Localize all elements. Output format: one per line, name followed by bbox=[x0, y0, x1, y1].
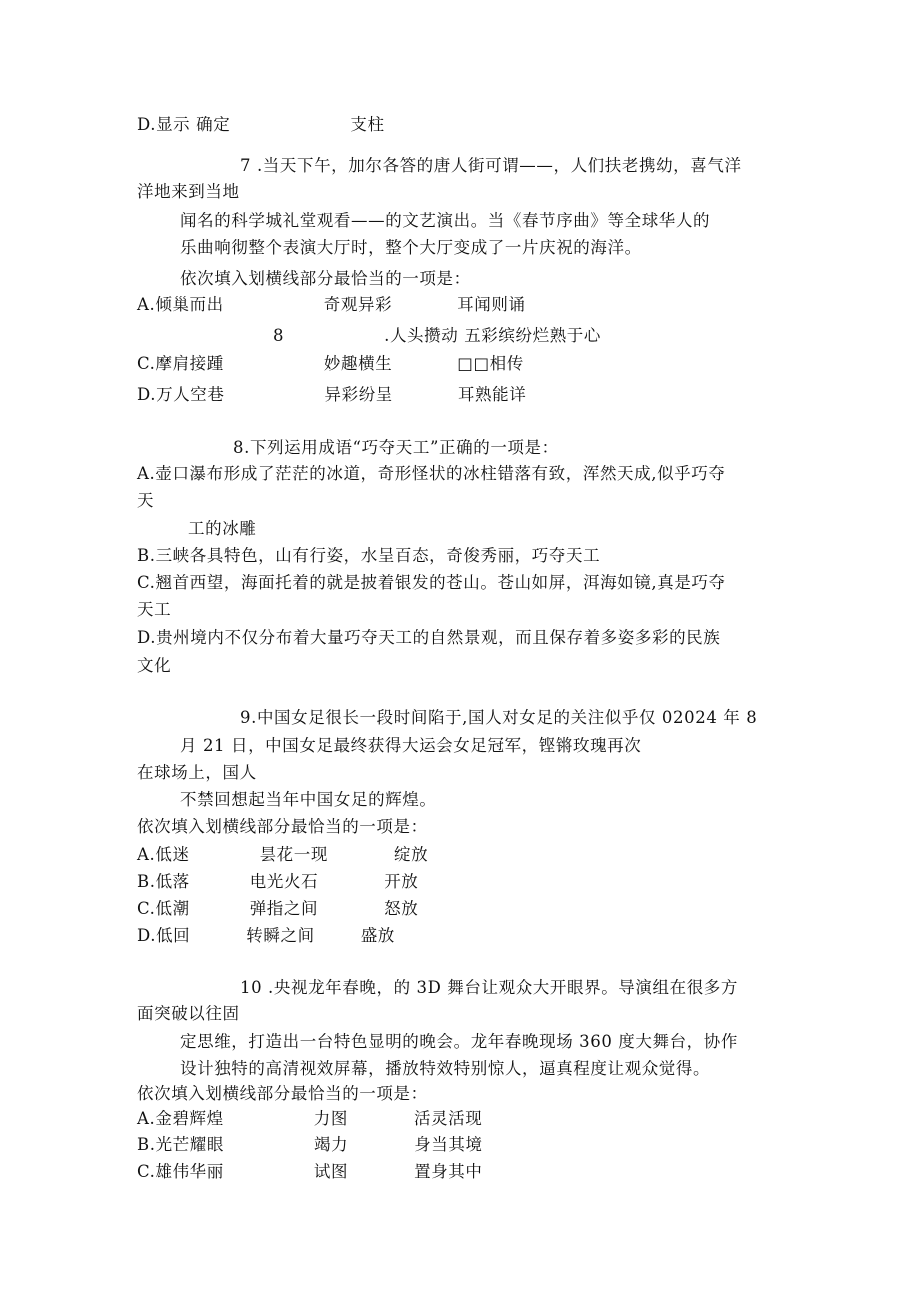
q7-prompt: 依次填入划横线部分最恰当的一项是： bbox=[180, 269, 471, 288]
q8-option-b-line-1: B.三峡各具特色，山有行姿，水呈百态，奇俊秀丽，巧夺天工 bbox=[137, 546, 601, 565]
q9-stem-line-2: 月 21 日，中国女足最终获得大运会女足冠军，铿锵玫瑰再次 bbox=[180, 736, 642, 755]
q7-stem-line-4: 乐曲响彻整个表演大厅时，整个大厅变成了一片庆祝的海洋。 bbox=[180, 238, 642, 257]
q7-option-d: D.万人空巷 异彩纷呈 耳熟能详 bbox=[137, 385, 527, 404]
q9-option-d: D.低回 转瞬之间 盛放 bbox=[137, 926, 395, 945]
q6-option-d: D.显示 确定 支柱 bbox=[137, 115, 385, 134]
q10-stem-line-1: 10 .央视龙年春晚，的 3D 舞台让观众大开眼界。导演组在很多方 bbox=[240, 978, 739, 997]
q9-option-c: C.低潮 弹指之间 怒放 bbox=[137, 899, 419, 918]
q10-prompt: 依次填入划横线部分最恰当的一项是： bbox=[137, 1084, 428, 1103]
q7-option-c: C.摩肩接踵 妙趣横生 □□相传 bbox=[137, 354, 524, 373]
q8-option-c-line-2: 天工 bbox=[137, 600, 172, 619]
q10-option-b: B.光芒耀眼 竭力 身当其境 bbox=[137, 1135, 483, 1154]
q10-option-c: C.雄伟华丽 试图 置身其中 bbox=[137, 1162, 483, 1181]
q7-stem-line-1: 7 .当天下午，加尔各答的唐人街可谓——，人们扶老携幼，喜气洋 bbox=[240, 156, 742, 175]
q9-stem-line-3: 在球场上，国人 bbox=[137, 763, 257, 782]
q9-option-b: B.低落 电光火石 开放 bbox=[137, 872, 419, 891]
q7-option-b: 8 .人头攒动 五彩缤纷烂熟于心 bbox=[273, 326, 601, 345]
q8-option-a-line-2: 天 bbox=[137, 491, 155, 510]
q8-option-c-line-1: C.翘首西望，海面托着的就是披着银发的苍山。苍山如屏，洱海如镜,真是巧夺 bbox=[137, 573, 726, 592]
q8-option-d-line-1: D.贵州境内不仅分布着大量巧夺天工的自然景观，而且保存着多姿多彩的民族 bbox=[137, 628, 721, 647]
q8-option-d-line-2: 文化 bbox=[137, 656, 172, 675]
q8-option-a-line-1: A.壶口瀑布形成了茫茫的冰道，奇形怪状的冰柱错落有致，浑然天成,似乎巧夺 bbox=[137, 464, 726, 483]
q7-stem-line-2: 洋地来到当地 bbox=[137, 182, 240, 201]
q10-stem-line-3: 定思维，打造出一台特色显明的晚会。龙年春晚现场 360 度大舞台，协作 bbox=[180, 1032, 738, 1051]
q8-option-a-line-3: 工的冰雕 bbox=[188, 519, 257, 538]
q9-stem-line-1: 9.中国女足很长一段时间陷于,国人对女足的关注似乎仅 02024 年 8 bbox=[240, 708, 758, 727]
q7-stem-line-3: 闻名的科学城礼堂观看——的文艺演出。当《春节序曲》等全球华人的 bbox=[180, 211, 711, 230]
q9-prompt: 依次填入划横线部分最恰当的一项是： bbox=[137, 817, 428, 836]
q8-stem: 8.下列运用成语“巧夺天工”正确的一项是： bbox=[233, 438, 559, 457]
q9-stem-line-4: 不禁回想起当年中国女足的辉煌。 bbox=[180, 790, 437, 809]
q10-stem-line-2: 面突破以往固 bbox=[137, 1004, 240, 1023]
q7-option-a: A.倾巢而出 奇观异彩 耳闻则诵 bbox=[137, 295, 526, 314]
q9-option-a: A.低迷 昙花一现 绽放 bbox=[137, 845, 429, 864]
q10-stem-line-4: 设计独特的高清视效屏幕，播放特效特别惊人，逼真程度让观众觉得。 bbox=[180, 1059, 711, 1078]
q10-option-a: A.金碧辉煌 力图 活灵活现 bbox=[137, 1109, 483, 1128]
